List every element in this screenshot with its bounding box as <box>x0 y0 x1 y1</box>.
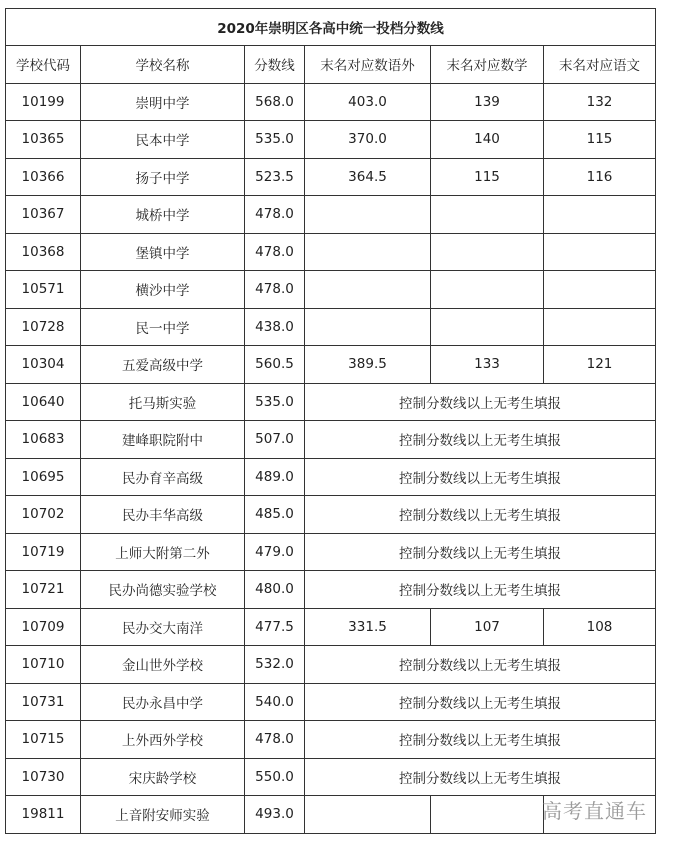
cell-note: 控制分数线以上无考生填报 <box>305 458 656 496</box>
cell-score: 478.0 <box>245 233 305 271</box>
cell-name: 金山世外学校 <box>81 646 245 684</box>
cell-math: 139 <box>431 83 544 121</box>
cell-code: 10199 <box>6 83 81 121</box>
cell-code: 19811 <box>6 796 81 834</box>
cell-note: 控制分数线以上无考生填报 <box>305 496 656 534</box>
cell-code: 10730 <box>6 758 81 796</box>
cell-code: 10715 <box>6 721 81 759</box>
cell-code: 10702 <box>6 496 81 534</box>
table-row <box>6 758 656 796</box>
cell-score: 540.0 <box>245 683 305 721</box>
cell-name: 崇明中学 <box>81 83 245 121</box>
cell-name: 上音附安师实验 <box>81 796 245 834</box>
cell-name: 托马斯实验 <box>81 383 245 421</box>
cell-sum <box>305 796 431 834</box>
cell-note: 控制分数线以上无考生填报 <box>305 383 656 421</box>
cell-code: 10640 <box>6 383 81 421</box>
header-score: 分数线 <box>245 46 305 84</box>
table-row <box>6 83 656 121</box>
table-row <box>6 683 656 721</box>
table-row <box>6 346 656 384</box>
cell-note: 控制分数线以上无考生填报 <box>305 571 656 609</box>
header-math: 末名对应数学 <box>431 46 544 84</box>
cell-name: 民办永昌中学 <box>81 683 245 721</box>
cell-name: 横沙中学 <box>81 271 245 309</box>
cell-name: 五爱高级中学 <box>81 346 245 384</box>
cell-sum <box>305 271 431 309</box>
cell-score: 438.0 <box>245 308 305 346</box>
cell-name: 民办育辛高级 <box>81 458 245 496</box>
cell-sum: 403.0 <box>305 83 431 121</box>
cell-chinese: 116 <box>544 158 656 196</box>
cell-name: 民办丰华高级 <box>81 496 245 534</box>
watermark: 高考直通车 <box>542 799 647 823</box>
cell-score: 550.0 <box>245 758 305 796</box>
cell-math <box>431 796 544 834</box>
cell-sum: 389.5 <box>305 346 431 384</box>
cell-note: 控制分数线以上无考生填报 <box>305 533 656 571</box>
cell-chinese: 121 <box>544 346 656 384</box>
cell-code: 10709 <box>6 608 81 646</box>
cell-name: 建峰职院附中 <box>81 421 245 459</box>
cell-score: 568.0 <box>245 83 305 121</box>
cell-code: 10728 <box>6 308 81 346</box>
cell-code: 10365 <box>6 121 81 159</box>
cell-note: 控制分数线以上无考生填报 <box>305 421 656 459</box>
cell-math <box>431 196 544 234</box>
table-row <box>6 233 656 271</box>
cell-code: 10719 <box>6 533 81 571</box>
cell-score: 532.0 <box>245 646 305 684</box>
cell-chinese: 132 <box>544 83 656 121</box>
cell-score: 478.0 <box>245 271 305 309</box>
cell-name: 宋庆龄学校 <box>81 758 245 796</box>
cell-chinese: 108 <box>544 608 656 646</box>
table-row <box>6 533 656 571</box>
cell-math: 140 <box>431 121 544 159</box>
header-chinese: 末名对应语文 <box>544 46 656 84</box>
table-row <box>6 646 656 684</box>
cell-name: 民办交大南洋 <box>81 608 245 646</box>
cell-code: 10571 <box>6 271 81 309</box>
cell-math: 115 <box>431 158 544 196</box>
cell-sum: 331.5 <box>305 608 431 646</box>
cell-math <box>431 233 544 271</box>
table-row <box>6 308 656 346</box>
cell-name: 上师大附第二外 <box>81 533 245 571</box>
table-row <box>6 383 656 421</box>
cell-sum: 370.0 <box>305 121 431 159</box>
cell-name: 民一中学 <box>81 308 245 346</box>
cell-math <box>431 308 544 346</box>
cell-sum: 364.5 <box>305 158 431 196</box>
table-row <box>6 721 656 759</box>
cell-math <box>431 271 544 309</box>
table-row <box>6 196 656 234</box>
cell-name: 民本中学 <box>81 121 245 159</box>
cell-score: 480.0 <box>245 571 305 609</box>
cell-code: 10683 <box>6 421 81 459</box>
table-row <box>6 608 656 646</box>
cell-chinese <box>544 308 656 346</box>
cell-note: 控制分数线以上无考生填报 <box>305 646 656 684</box>
cell-code: 10721 <box>6 571 81 609</box>
header-name: 学校名称 <box>81 46 245 84</box>
cell-chinese <box>544 271 656 309</box>
table-row <box>6 571 656 609</box>
cell-score: 507.0 <box>245 421 305 459</box>
cell-score: 493.0 <box>245 796 305 834</box>
cell-code: 10368 <box>6 233 81 271</box>
cell-code: 10304 <box>6 346 81 384</box>
cell-name: 城桥中学 <box>81 196 245 234</box>
table-row <box>6 421 656 459</box>
table-row <box>6 271 656 309</box>
cell-note: 控制分数线以上无考生填报 <box>305 721 656 759</box>
cell-code: 10695 <box>6 458 81 496</box>
cell-score: 535.0 <box>245 383 305 421</box>
score-table <box>5 8 656 834</box>
cell-sum <box>305 233 431 271</box>
cell-name: 上外西外学校 <box>81 721 245 759</box>
header-row <box>6 46 656 84</box>
cell-code: 10366 <box>6 158 81 196</box>
cell-score: 523.5 <box>245 158 305 196</box>
cell-note: 控制分数线以上无考生填报 <box>305 683 656 721</box>
cell-score: 477.5 <box>245 608 305 646</box>
cell-code: 10367 <box>6 196 81 234</box>
cell-math: 133 <box>431 346 544 384</box>
cell-sum <box>305 308 431 346</box>
cell-score: 560.5 <box>245 346 305 384</box>
cell-score: 485.0 <box>245 496 305 534</box>
title-row <box>6 9 656 46</box>
cell-score: 478.0 <box>245 196 305 234</box>
header-sum: 末名对应数语外 <box>305 46 431 84</box>
cell-chinese <box>544 233 656 271</box>
table-row <box>6 121 656 159</box>
cell-name: 扬子中学 <box>81 158 245 196</box>
cell-score: 478.0 <box>245 721 305 759</box>
table-title: 2020年崇明区各高中统一投档分数线 <box>6 9 656 46</box>
cell-name: 民办尚德实验学校 <box>81 571 245 609</box>
cell-score: 479.0 <box>245 533 305 571</box>
cell-chinese: 115 <box>544 121 656 159</box>
table-row <box>6 458 656 496</box>
cell-code: 10710 <box>6 646 81 684</box>
cell-math: 107 <box>431 608 544 646</box>
header-code: 学校代码 <box>6 46 81 84</box>
table-row <box>6 158 656 196</box>
cell-sum <box>305 196 431 234</box>
cell-name: 堡镇中学 <box>81 233 245 271</box>
cell-score: 489.0 <box>245 458 305 496</box>
cell-chinese <box>544 196 656 234</box>
cell-score: 535.0 <box>245 121 305 159</box>
cell-code: 10731 <box>6 683 81 721</box>
cell-note: 控制分数线以上无考生填报 <box>305 758 656 796</box>
table-row <box>6 496 656 534</box>
